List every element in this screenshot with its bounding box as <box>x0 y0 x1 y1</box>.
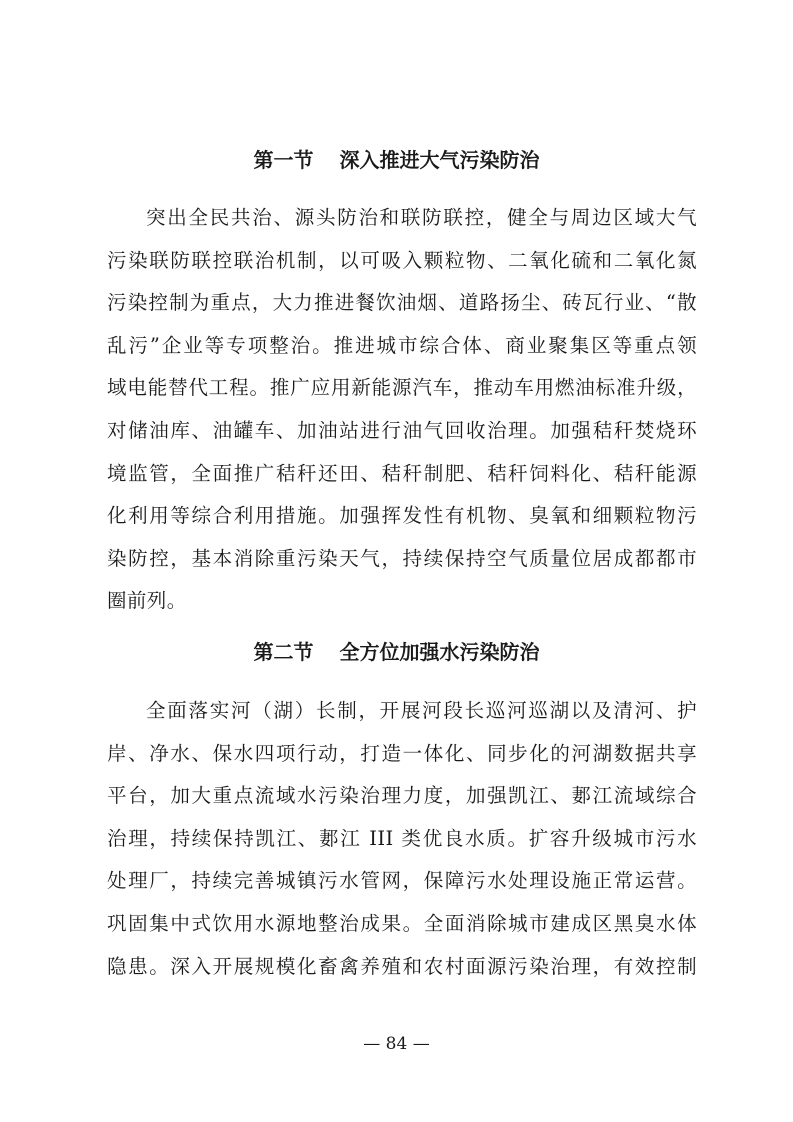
paragraph-line: 对储油库、油罐车、加油站进行油气回收治理。加强秸秆焚烧环 <box>107 418 697 442</box>
section-number-2: 第二节 <box>253 640 314 664</box>
paragraph-line: 突出全民共治、源头防治和联防联控，健全与周边区域大气 <box>146 206 697 229</box>
paragraph-line: 处理厂，持续完善城镇污水管网，保障污水处理设施正常运营。 <box>107 869 697 893</box>
paragraph-line: 化利用等综合利用措施。加强挥发性有机物、臭氧和细颗粒物污 <box>107 504 697 528</box>
section-title-2: 全方位加强水污染防治 <box>339 640 540 664</box>
paragraph-line: 污染控制为重点，大力推进餐饮油烟、道路扬尘、砖瓦行业、“散 <box>107 291 697 315</box>
paragraph-line: 岸、净水、保水四项行动，打造一体化、同步化的河湖数据共享 <box>107 741 697 765</box>
paragraph-line: 污染联防联控联治机制，以可吸入颗粒物、二氧化硫和二氧化氮 <box>107 248 697 272</box>
section-title-1: 深入推进大气污染防治 <box>339 148 540 172</box>
paragraph-line: 全面落实河（湖）长制，开展河段长巡河巡湖以及清河、护 <box>146 699 697 722</box>
paragraph-line: 治理，持续保持凯江、郪江 III 类优良水质。扩容升级城市污水 <box>107 826 697 850</box>
paragraph-line: 圈前列。 <box>107 589 187 613</box>
section-1-paragraph <box>107 197 697 623</box>
paragraph-line: 乱污”企业等专项整治。推进城市综合体、商业聚集区等重点领 <box>107 333 697 357</box>
section-heading-1 <box>0 146 793 174</box>
section-heading-2 <box>0 638 793 666</box>
paragraph-line: 染防控，基本消除重污染天气，持续保持空气质量位居成都都市 <box>107 546 697 570</box>
paragraph-line: 隐患。深入开展规模化畜禽养殖和农村面源污染治理，有效控制 <box>107 954 697 978</box>
page-number: — 84 — <box>363 1034 430 1054</box>
paragraph-line: 平台，加大重点流域水污染治理力度，加强凯江、郪江流域综合 <box>107 784 697 808</box>
paragraph-line: 巩固集中式饮用水源地整治成果。全面消除城市建成区黑臭水体 <box>107 911 697 935</box>
section-2-paragraph <box>107 690 697 988</box>
section-number-1: 第一节 <box>253 148 314 172</box>
paragraph-line: 境监管，全面推广秸秆还田、秸秆制肥、秸秆饲料化、秸秆能源 <box>107 461 697 485</box>
paragraph-line: 域电能替代工程。推广应用新能源汽车，推动车用燃油标准升级， <box>107 376 697 400</box>
